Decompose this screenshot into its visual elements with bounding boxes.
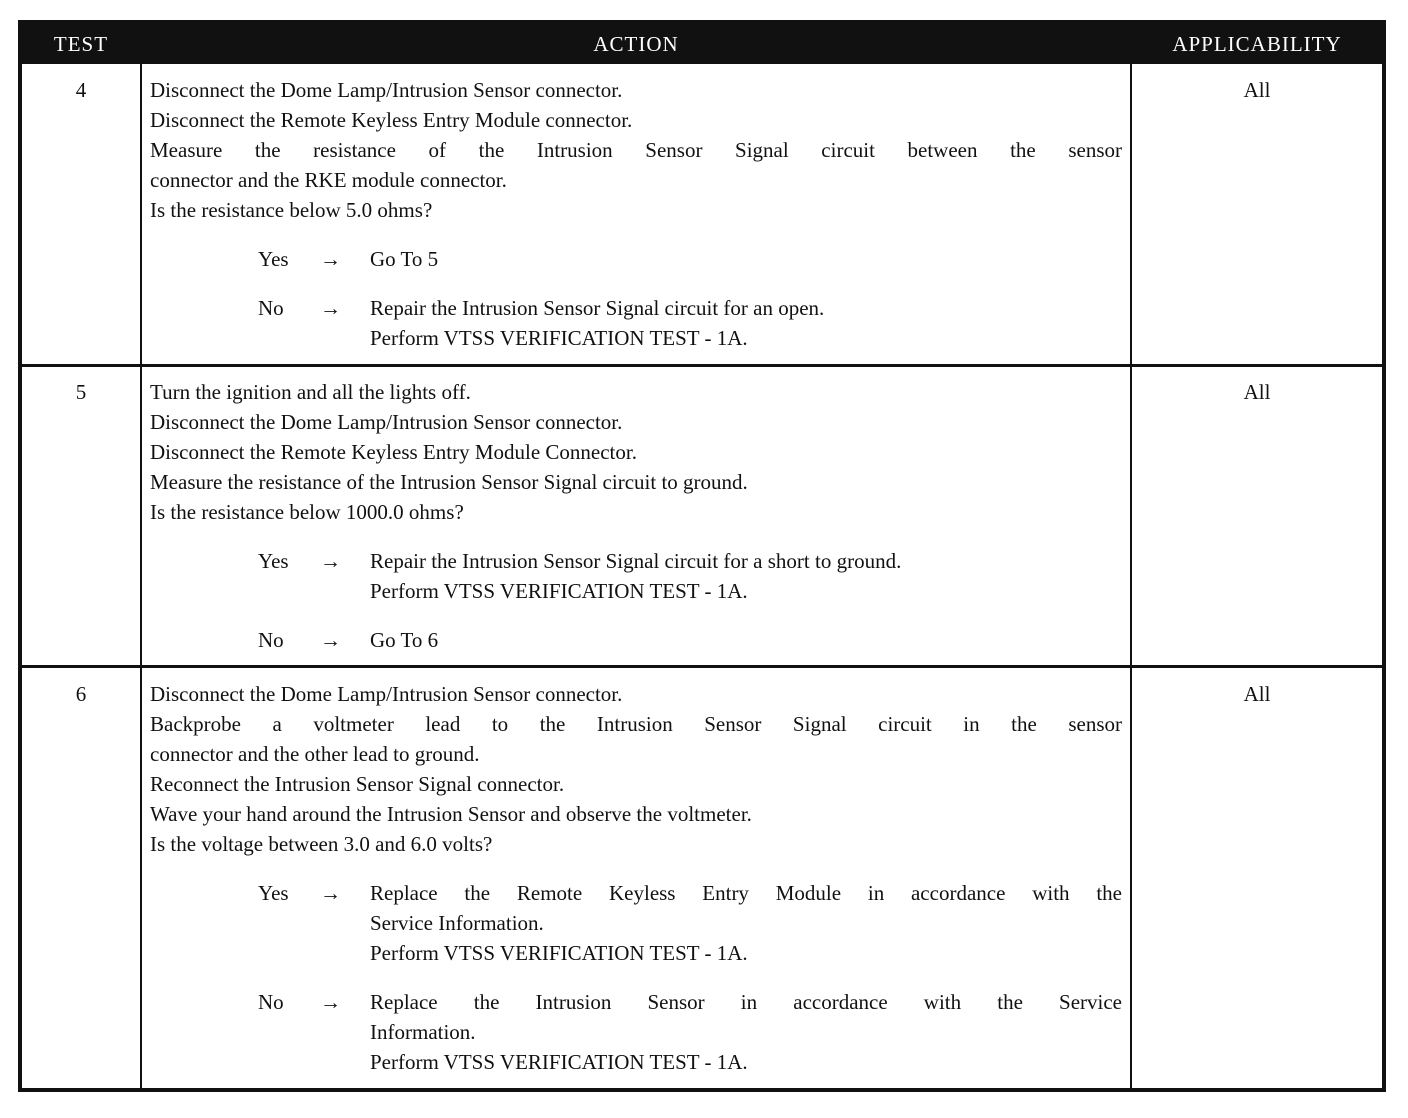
branch-line: Go To 6 — [370, 628, 439, 652]
applicability-value: All — [1243, 682, 1271, 706]
action-line: connector and the other lead to ground. — [150, 742, 480, 766]
arrow-icon: → — [320, 296, 341, 320]
action-cell — [150, 679, 1122, 1077]
row-divider — [22, 665, 1382, 668]
yes-branch — [150, 244, 1122, 274]
arrow-icon: → — [320, 628, 341, 652]
no-label: No — [258, 990, 284, 1014]
arrow-icon: → — [320, 247, 341, 271]
action-line: Is the resistance below 5.0 ohms? — [150, 198, 433, 222]
action-line: Is the voltage between 3.0 and 6.0 volts? — [150, 832, 493, 856]
arrow-icon: → — [320, 549, 341, 573]
action-line: Is the resistance below 1000.0 ohms? — [150, 500, 464, 524]
test-number: 4 — [75, 78, 87, 102]
yes-branch — [150, 546, 1122, 606]
arrow-icon: → — [320, 990, 341, 1014]
action-line: Measure the resistance of the Intrusion Sensor Signal circuit to ground. — [150, 470, 748, 494]
no-label: No — [258, 628, 284, 652]
action-line: Backprobe a voltmeter lead to the Intrusion Sensor Signal circuit in the sensor — [150, 712, 1122, 736]
row-divider — [22, 364, 1382, 367]
branch-line: Go To 5 — [370, 247, 439, 271]
branch-line: Repair the Intrusion Sensor Signal circuit for a short to ground. — [370, 549, 902, 573]
no-branch — [150, 625, 1122, 655]
action-line: Reconnect the Intrusion Sensor Signal connector. — [150, 772, 565, 796]
action-line: Measure the resistance of the Intrusion Sensor Signal circuit between the sensor — [150, 138, 1122, 162]
action-cell — [150, 377, 1122, 655]
branch-line: Repair the Intrusion Sensor Signal circuit for an open. — [370, 296, 825, 320]
header-test: TEST — [53, 32, 109, 56]
action-line: Disconnect the Remote Keyless Entry Module Connector. — [150, 440, 637, 464]
action-line: Disconnect the Dome Lamp/Intrusion Sensor connector. — [150, 682, 623, 706]
branch-line: Perform VTSS VERIFICATION TEST - 1A. — [370, 1050, 748, 1074]
header-action: ACTION — [593, 32, 679, 56]
no-branch — [150, 987, 1122, 1077]
header-applicability: APPLICABILITY — [1172, 32, 1342, 56]
yes-label: Yes — [258, 881, 289, 905]
applicability-value: All — [1243, 380, 1271, 404]
column-divider — [1130, 64, 1132, 1088]
action-line: Wave your hand around the Intrusion Sensor and observe the voltmeter. — [150, 802, 752, 826]
branch-line: Service Information. — [370, 911, 544, 935]
arrow-icon: → — [320, 881, 341, 905]
action-line: Disconnect the Dome Lamp/Intrusion Sensor connector. — [150, 410, 623, 434]
action-line: Turn the ignition and all the lights off. — [150, 380, 471, 404]
applicability-value: All — [1243, 78, 1271, 102]
no-branch — [150, 293, 1122, 353]
yes-branch — [150, 878, 1122, 968]
yes-label: Yes — [258, 549, 289, 573]
column-divider — [140, 64, 142, 1088]
test-number: 5 — [75, 380, 87, 404]
no-label: No — [258, 296, 284, 320]
action-line: connector and the RKE module connector. — [150, 168, 507, 192]
branch-line: Perform VTSS VERIFICATION TEST - 1A. — [370, 326, 748, 350]
table-header — [22, 24, 1382, 64]
yes-label: Yes — [258, 247, 289, 271]
action-cell — [150, 75, 1122, 353]
branch-line: Information. — [370, 1020, 476, 1044]
branch-line: Perform VTSS VERIFICATION TEST - 1A. — [370, 579, 748, 603]
diagnostic-table — [18, 20, 1386, 1092]
branch-line: Perform VTSS VERIFICATION TEST - 1A. — [370, 941, 748, 965]
action-line: Disconnect the Remote Keyless Entry Module connector. — [150, 108, 633, 132]
branch-line: Replace the Remote Keyless Entry Module in accordance with the — [370, 881, 1122, 905]
action-line: Disconnect the Dome Lamp/Intrusion Sensor connector. — [150, 78, 623, 102]
branch-line: Replace the Intrusion Sensor in accordance with the Service — [370, 990, 1122, 1014]
test-number: 6 — [75, 682, 87, 706]
